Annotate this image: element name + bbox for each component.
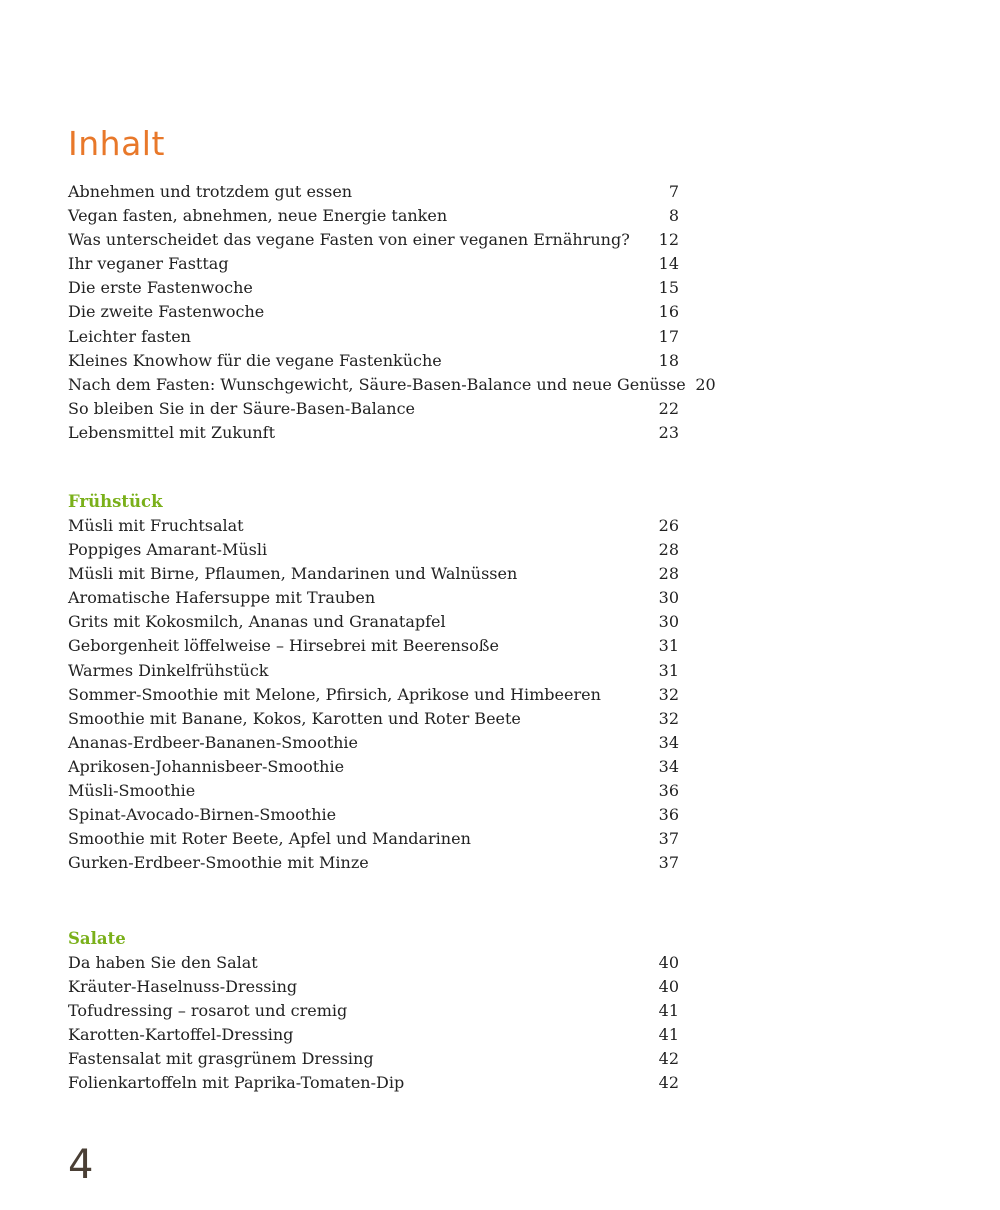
section-heading-salate: Salate [68, 929, 126, 948]
toc-entry-page: 36 [658, 805, 679, 825]
toc-entry-title: Müsli mit Birne, Pflaumen, Mandarinen und Walnüssen [68, 564, 518, 584]
toc-entry-title: Lebensmittel mit Zukunft [68, 422, 276, 442]
toc-entry [68, 659, 679, 683]
toc-entry [68, 180, 679, 204]
toc-entry-page: 40 [658, 977, 679, 997]
toc-entry-page: 26 [658, 516, 679, 535]
toc-entry [68, 1023, 679, 1047]
toc-entry-page: 12 [658, 230, 679, 250]
toc-entry-page: 15 [658, 278, 679, 298]
toc-entry-title: Die erste Fastenwoche [68, 278, 253, 298]
toc-entry-title: Müsli-Smoothie [68, 781, 196, 801]
toc-entry-title: So bleiben Sie in der Säure-Basen-Balance [68, 398, 416, 418]
toc-entry-page: 8 [668, 206, 679, 226]
toc-entry [68, 562, 679, 586]
page-title: Inhalt [68, 124, 165, 163]
toc-entry [68, 707, 679, 731]
toc-entry-page: 32 [658, 708, 679, 728]
toc-section-intro [68, 180, 716, 445]
toc-entry [68, 827, 679, 851]
page-number: 4 [68, 1142, 94, 1188]
toc-entry [68, 634, 679, 658]
toc-entry-title: Kräuter-Haselnuss-Dressing [68, 977, 298, 997]
toc-section-fruehstueck [68, 490, 679, 875]
toc-entry-title: Müsli mit Fruchtsalat [68, 516, 244, 535]
toc-entry-page: 37 [658, 853, 679, 873]
toc-entry-page: 37 [658, 829, 679, 849]
toc-entry [68, 999, 679, 1023]
toc-entry [68, 252, 679, 276]
toc-entry-title: Ihr veganer Fasttag [68, 254, 229, 274]
toc-entry [68, 586, 679, 610]
toc-entry-page: 41 [658, 1025, 679, 1045]
toc-entry [68, 397, 679, 421]
toc-entry [68, 373, 716, 397]
toc-entry-title: Smoothie mit Roter Beete, Apfel und Mandarinen [68, 829, 471, 849]
toc-entry-page: 30 [658, 588, 679, 608]
toc-entry-title: Folienkartoffeln mit Paprika-Tomaten-Dip [68, 1073, 405, 1093]
toc-entry-page: 40 [658, 953, 679, 972]
toc-section-salate [68, 927, 679, 1096]
toc-entry [68, 204, 679, 228]
toc-entry [68, 1047, 679, 1071]
section-heading-fruehstueck: Frühstück [68, 492, 163, 511]
toc-entry-title: Sommer-Smoothie mit Melone, Pfirsich, Aprikose und Himbeeren [68, 684, 601, 704]
toc-entry [68, 300, 679, 324]
toc-entry-title: Smoothie mit Banane, Kokos, Karotten und Roter Beete [68, 708, 521, 728]
toc-entry-page: 31 [658, 636, 679, 656]
toc-entry-title: Was unterscheidet das vegane Fasten von einer veganen Ernährung? [68, 230, 630, 250]
toc-entry [68, 325, 679, 349]
toc-entry-page: 34 [658, 756, 679, 776]
toc-entry-title: Aprikosen-Johannisbeer-Smoothie [68, 756, 345, 776]
toc-entry-title: Vegan fasten, abnehmen, neue Energie tanken [68, 206, 448, 226]
toc-entry-page: 36 [658, 781, 679, 801]
toc-entry-title: Ananas-Erdbeer-Bananen-Smoothie [68, 732, 359, 752]
toc-entry-page: 14 [658, 254, 679, 274]
toc-entry-page: 20 [695, 374, 716, 394]
toc-entry [68, 851, 679, 875]
toc-entry [68, 276, 679, 300]
toc-entry-title: Aromatische Hafersuppe mit Trauben [68, 588, 376, 608]
toc-entry [68, 951, 679, 975]
toc-entry-title: Fastensalat mit grasgrünem Dressing [68, 1049, 374, 1069]
toc-entry-title: Kleines Knowhow für die vegane Fastenküche [68, 350, 442, 370]
toc-entry-title: Poppiges Amarant-Müsli [68, 540, 268, 560]
toc-entry [68, 349, 679, 373]
toc-entry-title: Gurken-Erdbeer-Smoothie mit Minze [68, 853, 369, 873]
toc-entry [68, 514, 679, 538]
toc-entry-title: Leichter fasten [68, 326, 191, 346]
toc-entry-page: 28 [658, 540, 679, 560]
toc-entry [68, 683, 679, 707]
toc-entry-page: 41 [658, 1001, 679, 1021]
toc-entry [68, 975, 679, 999]
toc-entry [68, 731, 679, 755]
toc-entry-page: 42 [658, 1049, 679, 1069]
toc-entry [68, 538, 679, 562]
toc-entry [68, 610, 679, 634]
toc-entry-page: 22 [658, 398, 679, 418]
toc-entry-page: 28 [658, 564, 679, 584]
toc-entry-page: 17 [658, 326, 679, 346]
toc-entry-page: 23 [658, 422, 679, 442]
toc-entry [68, 1071, 679, 1095]
toc-entry-title: Karotten-Kartoffel-Dressing [68, 1025, 294, 1045]
toc-entry [68, 421, 679, 445]
toc-entry-page: 42 [658, 1073, 679, 1093]
toc-entry-page: 16 [658, 302, 679, 322]
toc-entry-title: Spinat-Avocado-Birnen-Smoothie [68, 805, 337, 825]
toc-entry [68, 803, 679, 827]
toc-entry-title: Nach dem Fasten: Wunschgewicht, Säure-Basen-Balance und neue Genüsse [68, 374, 686, 394]
toc-entry-title: Geborgenheit löffelweise – Hirsebrei mit Beerensoße [68, 636, 499, 656]
toc-entry-page: 7 [668, 182, 679, 201]
toc-entry-title: Warmes Dinkelfrühstück [68, 660, 269, 680]
toc-entry-title: Tofudressing – rosarot und cremig [68, 1001, 348, 1021]
toc-entry [68, 755, 679, 779]
toc-entry-page: 30 [658, 612, 679, 632]
toc-entry-title: Abnehmen und trotzdem gut essen [68, 182, 353, 201]
toc-entry-page: 31 [658, 660, 679, 680]
toc-entry-title: Grits mit Kokosmilch, Ananas und Granatapfel [68, 612, 446, 632]
toc-entry [68, 228, 679, 252]
toc-entry-page: 34 [658, 732, 679, 752]
toc-entry-title: Da haben Sie den Salat [68, 953, 258, 972]
toc-entry [68, 779, 679, 803]
toc-entry-page: 32 [658, 684, 679, 704]
toc-entry-page: 18 [658, 350, 679, 370]
toc-entry-title: Die zweite Fastenwoche [68, 302, 265, 322]
